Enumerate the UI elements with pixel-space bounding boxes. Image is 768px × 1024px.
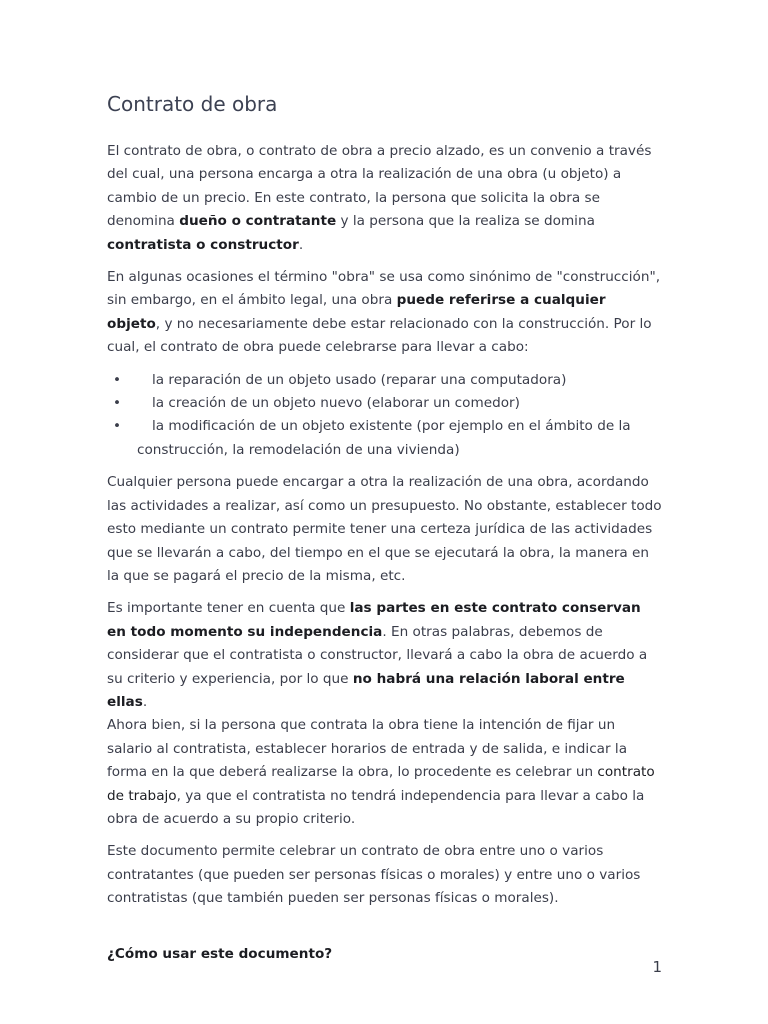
text-run: Ahora bien, si la persona que contrata la obra tiene la intención de fijar un salario al contratista, establecer horarios de entrada y de salida, e indicar la forma en la que deberá realizarse la obra, lo procedente es celebrar un	[107, 717, 628, 781]
employment-contract-link[interactable]: contrato de trabajo	[107, 764, 655, 804]
text-run: .	[142, 693, 148, 710]
bullet-icon: •	[113, 395, 122, 412]
paragraph-obra-meaning	[107, 266, 663, 360]
bullet-icon: •	[113, 371, 122, 388]
text-run: , ya que el contratista no tendrá independencia para llevar a cabo la obra de acuerdo a su propio criterio.	[107, 787, 645, 827]
paragraph-document-purpose: Este documento permite celebrar un contrato de obra entre uno o varios contratantes (que pueden ser personas físicas o morales) y entre uno o varios contratistas (que también pueden ser personas físicas o morales).	[107, 843, 641, 907]
paragraph-definition	[107, 140, 663, 257]
paragraph-legal-certainty: Cualquier persona puede encargar a otra la realización de una obra, acordando las actividades a realizar, así como un presupuesto. No obstante, establecer todo esto mediante un contrato permite tener una certeza jurídica de las actividades que se llevarán a cabo, del tiempo en el que se ejecutará la obra, la manera en la que se pagará el precio de la misma, etc.	[107, 474, 662, 584]
bold-term-contractor: contratista o constructor	[107, 236, 299, 253]
document-page	[107, 90, 663, 966]
paragraph-employment-contract	[107, 714, 663, 831]
paragraph-independence	[107, 597, 663, 714]
bold-term-owner: dueño o contratante	[179, 213, 337, 230]
text-run: Es importante tener en cuenta que	[107, 600, 350, 617]
list-item-text: la creación de un objeto nuevo (elaborar un comedor)	[152, 395, 520, 412]
bold-independence: las partes en este contrato conservan en todo momento su independencia	[107, 600, 641, 640]
list-item	[107, 392, 663, 415]
bold-any-object: puede referirse a cualquier objeto	[107, 292, 606, 332]
section-heading-how-to-use: ¿Cómo usar este documento?	[107, 945, 333, 962]
list-item	[107, 415, 663, 462]
document-title: Contrato de obra	[107, 92, 278, 116]
bullet-icon: •	[113, 418, 122, 435]
text-run: , y no necesariamente debe estar relacionado con la construcción. Por lo cual, el contrato de obra puede celebrarse para llevar a cabo:	[107, 315, 652, 356]
text-run: .	[298, 236, 304, 253]
list-item	[107, 369, 663, 392]
list-item-text: la reparación de un objeto usado (reparar una computadora)	[152, 371, 567, 388]
text-run: y la persona que la realiza se domina	[336, 213, 595, 230]
bullet-list	[107, 369, 663, 463]
text-run: . En otras palabras, debemos de considerar que el contratista o constructor, llevará a cabo la obra de acuerdo a su criterio y experiencia, por lo que	[107, 623, 648, 687]
text-run: El contrato de obra, o contrato de obra a precio alzado, es un convenio a través del cual, una persona encarga a otra la realización de una obra (u objeto) a cambio de un precio. En este contrato, la persona que solicita la obra se denomina	[107, 143, 652, 230]
list-item-text: la modificación de un objeto existente (por ejemplo en el ámbito de la construcción, la remodelación de una vivienda)	[137, 418, 631, 458]
page-number: 1	[652, 958, 662, 976]
text-run: En algunas ocasiones el término "obra" se usa como sinónimo de "construcción", sin embargo, en el ámbito legal, una obra	[107, 269, 661, 309]
bold-no-labor-relation: no habrá una relación laboral entre ellas	[107, 670, 625, 710]
